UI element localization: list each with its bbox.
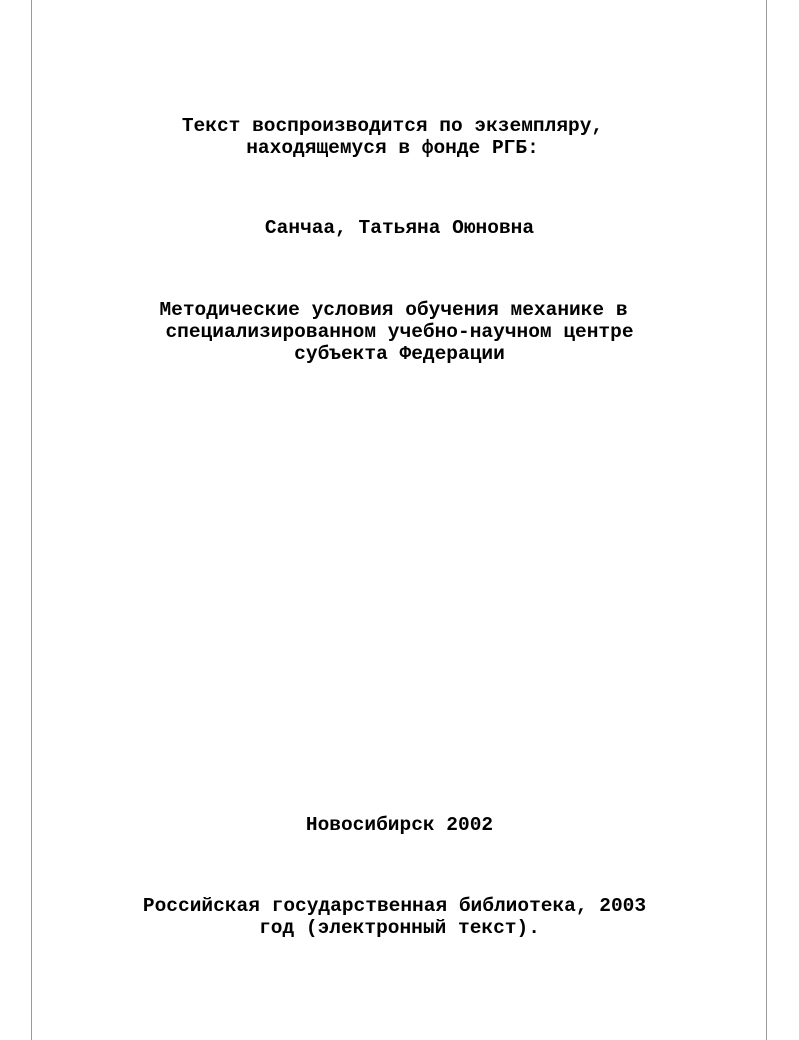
reproduction-notice-line-1: Текст воспроизводится по экземпляру,: [181, 115, 604, 137]
author-name: Санчаа, Татьяна Оюновна: [264, 217, 535, 239]
work-title-line-2: специализированном учебно-научном центре: [165, 321, 634, 343]
library-footer-line-1: Российская государственная библиотека, 2003: [142, 895, 647, 917]
place-and-year: Новосибирск 2002: [305, 814, 494, 836]
work-title-line-3: субъекта Федерации: [294, 343, 505, 365]
work-title-line-1: Методические условия обучения механике в: [159, 299, 628, 321]
library-footer-line-2: год (электронный текст).: [259, 917, 540, 939]
reproduction-notice-line-2: находящемуся в фонде РГБ:: [246, 137, 539, 159]
